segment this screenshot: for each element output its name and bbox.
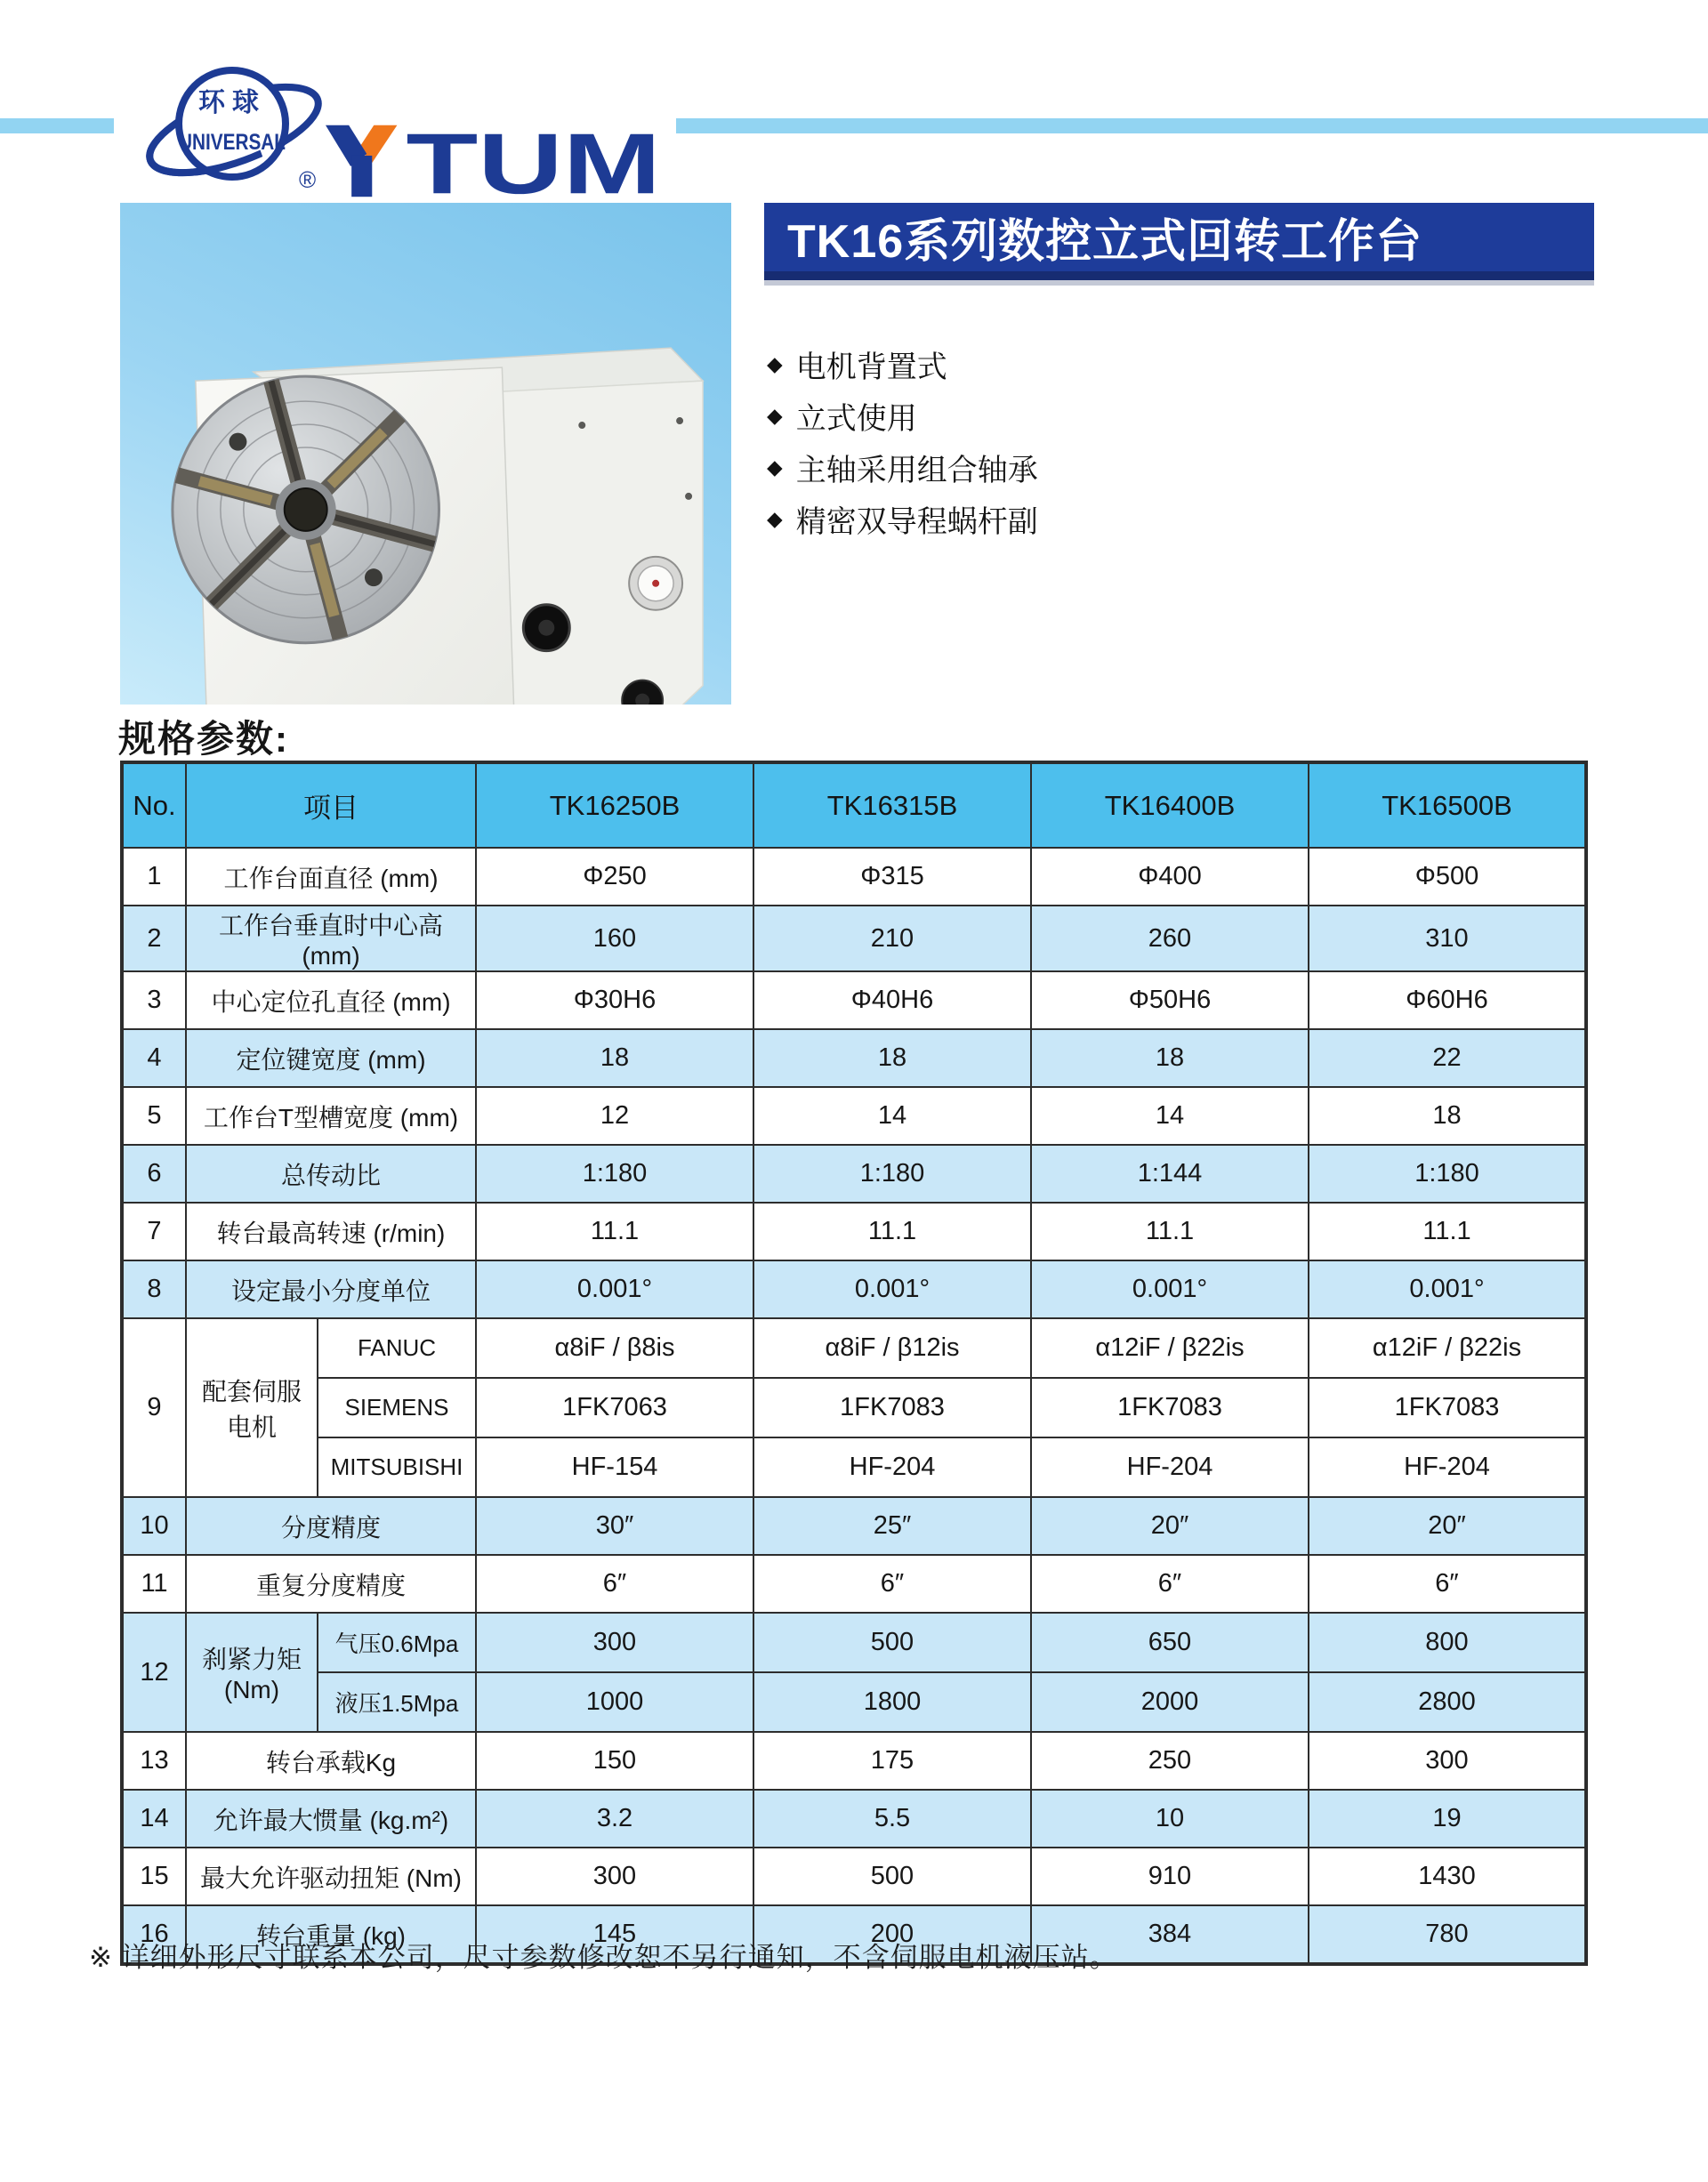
table-row bbox=[122, 1029, 1586, 1087]
row-number: 9 bbox=[122, 1318, 186, 1497]
spec-value-cell: 18 bbox=[1309, 1087, 1586, 1145]
row-number: 15 bbox=[122, 1848, 186, 1905]
spec-value-cell: 1430 bbox=[1309, 1848, 1586, 1905]
spec-table bbox=[120, 761, 1588, 1966]
header-cell-item: 项目 bbox=[186, 762, 476, 848]
header-cell-model-2: TK16315B bbox=[753, 762, 1031, 848]
spec-value-cell: Φ400 bbox=[1031, 848, 1309, 906]
spec-table-head bbox=[122, 762, 1586, 848]
row-item-label: 工作台T型槽宽度 (mm) bbox=[186, 1087, 476, 1145]
spec-value-cell: 11.1 bbox=[1031, 1203, 1309, 1260]
spec-value-cell: 1FK7083 bbox=[1031, 1378, 1309, 1437]
diamond-bullet-icon: ◆ bbox=[767, 403, 783, 427]
spec-value-cell: 25″ bbox=[753, 1497, 1031, 1555]
row-number: 10 bbox=[122, 1497, 186, 1555]
table-row bbox=[122, 1378, 1586, 1437]
spec-value-cell: α8iF / β8is bbox=[476, 1318, 753, 1378]
row-number: 5 bbox=[122, 1087, 186, 1145]
ytum-wordmark bbox=[326, 125, 665, 197]
spec-value-cell: Φ50H6 bbox=[1031, 971, 1309, 1029]
spec-value-cell: 500 bbox=[753, 1613, 1031, 1672]
spec-value-cell: 250 bbox=[1031, 1732, 1309, 1790]
table-row bbox=[122, 1790, 1586, 1848]
header-cell-model-3: TK16400B bbox=[1031, 762, 1309, 848]
spec-value-cell: 300 bbox=[1309, 1732, 1586, 1790]
row-item-label: 分度精度 bbox=[186, 1497, 476, 1555]
spec-value-cell: 1000 bbox=[476, 1672, 753, 1732]
table-row bbox=[122, 1260, 1586, 1318]
spec-value-cell: 18 bbox=[753, 1029, 1031, 1087]
spec-value-cell: 1:180 bbox=[1309, 1145, 1586, 1203]
row-number: 13 bbox=[122, 1732, 186, 1790]
feature-label: 精密双导程蜗杆副 bbox=[795, 504, 1038, 539]
spec-value-cell: 210 bbox=[753, 906, 1031, 971]
spec-value-cell: 145 bbox=[476, 1905, 753, 1964]
row-item-label: 最大允许驱动扭矩 (Nm) bbox=[186, 1848, 476, 1905]
spec-value-cell: 780 bbox=[1309, 1905, 1586, 1964]
row-number: 4 bbox=[122, 1029, 186, 1087]
row-sub-label: 液压1.5Mpa bbox=[318, 1672, 476, 1732]
spec-value-cell: HF-204 bbox=[753, 1437, 1031, 1497]
feature-item bbox=[767, 338, 1038, 390]
row-item-label: 允许最大惯量 (kg.m²) bbox=[186, 1790, 476, 1848]
spec-value-cell: 0.001° bbox=[753, 1260, 1031, 1318]
spec-value-cell: 160 bbox=[476, 906, 753, 971]
spec-value-cell: 20″ bbox=[1309, 1497, 1586, 1555]
spec-value-cell: 18 bbox=[476, 1029, 753, 1087]
product-photo bbox=[120, 203, 731, 705]
feature-label: 主轴采用组合轴承 bbox=[795, 453, 1038, 487]
spec-value-cell: 18 bbox=[1031, 1029, 1309, 1087]
series-title-bar bbox=[764, 203, 1594, 280]
row-item-label: 转台承载Kg bbox=[186, 1732, 476, 1790]
row-sub-label: FANUC bbox=[318, 1318, 476, 1378]
spec-value-cell: 910 bbox=[1031, 1848, 1309, 1905]
row-item-label: 工作台面直径 (mm) bbox=[186, 848, 476, 906]
spec-value-cell: α8iF / β12is bbox=[753, 1318, 1031, 1378]
table-row bbox=[122, 1555, 1586, 1613]
spec-table-body bbox=[122, 848, 1586, 1964]
spec-value-cell: 1FK7083 bbox=[1309, 1378, 1586, 1437]
spec-value-cell: 650 bbox=[1031, 1613, 1309, 1672]
row-item-label: 刹紧力矩 (Nm) bbox=[186, 1613, 318, 1732]
table-row bbox=[122, 1437, 1586, 1497]
series-title: TK16系列数控立式回转工作台 bbox=[787, 216, 1423, 268]
row-number: 14 bbox=[122, 1790, 186, 1848]
feature-label: 电机背置式 bbox=[795, 350, 947, 384]
spec-value-cell: α12iF / β22is bbox=[1309, 1318, 1586, 1378]
wordmark-tum-text: TUM bbox=[406, 125, 661, 197]
row-item-label: 配套伺服电机 bbox=[186, 1318, 318, 1497]
row-sub-label: SIEMENS bbox=[318, 1378, 476, 1437]
row-item-label: 设定最小分度单位 bbox=[186, 1260, 476, 1318]
spec-value-cell: 1800 bbox=[753, 1672, 1031, 1732]
diamond-bullet-icon: ◆ bbox=[767, 351, 783, 375]
spec-value-cell: 12 bbox=[476, 1087, 753, 1145]
feature-item bbox=[767, 493, 1038, 544]
table-row bbox=[122, 1497, 1586, 1555]
table-row bbox=[122, 1732, 1586, 1790]
logo-universal-text: UNIVERSAL bbox=[179, 130, 286, 155]
spec-value-cell: Φ40H6 bbox=[753, 971, 1031, 1029]
spec-value-cell: 1:180 bbox=[476, 1145, 753, 1203]
spec-value-cell: Φ500 bbox=[1309, 848, 1586, 906]
spec-value-cell: 200 bbox=[753, 1905, 1031, 1964]
spec-value-cell: 2000 bbox=[1031, 1672, 1309, 1732]
spec-value-cell: 1:180 bbox=[753, 1145, 1031, 1203]
registered-mark: ® bbox=[299, 166, 317, 193]
feature-list bbox=[767, 338, 1038, 544]
spec-value-cell: 6″ bbox=[476, 1555, 753, 1613]
rotary-table-illustration bbox=[120, 203, 731, 705]
spec-value-cell: 500 bbox=[753, 1848, 1031, 1905]
spec-value-cell: 14 bbox=[1031, 1087, 1309, 1145]
spec-value-cell: 3.2 bbox=[476, 1790, 753, 1848]
spec-value-cell: 0.001° bbox=[1031, 1260, 1309, 1318]
spec-value-cell: 0.001° bbox=[1309, 1260, 1586, 1318]
feature-item bbox=[767, 390, 1038, 441]
row-number: 1 bbox=[122, 848, 186, 906]
diamond-bullet-icon: ◆ bbox=[767, 455, 783, 479]
row-sub-label: MITSUBISHI bbox=[318, 1437, 476, 1497]
spec-value-cell: HF-154 bbox=[476, 1437, 753, 1497]
spec-value-cell: 1FK7083 bbox=[753, 1378, 1031, 1437]
diamond-bullet-icon: ◆ bbox=[767, 506, 783, 530]
table-row bbox=[122, 1145, 1586, 1203]
spec-value-cell: 384 bbox=[1031, 1905, 1309, 1964]
spec-value-cell: 300 bbox=[476, 1613, 753, 1672]
table-row bbox=[122, 1318, 1586, 1378]
spec-value-cell: Φ30H6 bbox=[476, 971, 753, 1029]
spec-value-cell: 1:144 bbox=[1031, 1145, 1309, 1203]
table-row bbox=[122, 971, 1586, 1029]
row-number: 2 bbox=[122, 906, 186, 971]
spec-value-cell: 260 bbox=[1031, 906, 1309, 971]
row-number: 3 bbox=[122, 971, 186, 1029]
spec-value-cell: Φ315 bbox=[753, 848, 1031, 906]
row-number: 11 bbox=[122, 1555, 186, 1613]
feature-label: 立式使用 bbox=[795, 401, 917, 436]
spec-value-cell: 175 bbox=[753, 1732, 1031, 1790]
row-item-label: 转台重量 (kg) bbox=[186, 1905, 476, 1964]
table-row bbox=[122, 1848, 1586, 1905]
spec-value-cell: 300 bbox=[476, 1848, 753, 1905]
row-item-label: 定位键宽度 (mm) bbox=[186, 1029, 476, 1087]
table-header-row bbox=[122, 762, 1586, 848]
spec-value-cell: 5.5 bbox=[753, 1790, 1031, 1848]
wordmark-y-stem-icon bbox=[351, 156, 372, 197]
header-cell-model-1: TK16250B bbox=[476, 762, 753, 848]
spec-value-cell: 150 bbox=[476, 1732, 753, 1790]
spec-value-cell: 14 bbox=[753, 1087, 1031, 1145]
header-accent-bar-right bbox=[676, 118, 1708, 133]
spec-value-cell: 6″ bbox=[753, 1555, 1031, 1613]
row-number: 8 bbox=[122, 1260, 186, 1318]
spec-value-cell: 22 bbox=[1309, 1029, 1586, 1087]
footnote: ※ 详细外形尺寸联系本公司，尺寸参数修改恕不另行通知，不含伺服电机液压站。 bbox=[89, 1942, 1118, 1973]
spec-value-cell: 30″ bbox=[476, 1497, 753, 1555]
header-cell-no: No. bbox=[122, 762, 186, 848]
spec-value-cell: 20″ bbox=[1031, 1497, 1309, 1555]
spec-value-cell: 310 bbox=[1309, 906, 1586, 971]
row-item-label: 重复分度精度 bbox=[186, 1555, 476, 1613]
spec-value-cell: 6″ bbox=[1031, 1555, 1309, 1613]
row-number: 12 bbox=[122, 1613, 186, 1732]
row-sub-label: 气压0.6Mpa bbox=[318, 1613, 476, 1672]
header-accent-bar-left bbox=[0, 118, 114, 133]
row-number: 7 bbox=[122, 1203, 186, 1260]
row-number: 6 bbox=[122, 1145, 186, 1203]
table-row bbox=[122, 1672, 1586, 1732]
spec-value-cell: 1FK7063 bbox=[476, 1378, 753, 1437]
row-item-label: 总传动比 bbox=[186, 1145, 476, 1203]
spec-value-cell: Φ60H6 bbox=[1309, 971, 1586, 1029]
table-row bbox=[122, 1087, 1586, 1145]
row-item-label: 工作台垂直时中心高 (mm) bbox=[186, 906, 476, 971]
table-row bbox=[122, 1203, 1586, 1260]
universal-globe-logo bbox=[141, 53, 332, 197]
header-cell-model-4: TK16500B bbox=[1309, 762, 1586, 848]
spec-value-cell: 0.001° bbox=[476, 1260, 753, 1318]
spec-value-cell: Φ250 bbox=[476, 848, 753, 906]
spec-value-cell: 11.1 bbox=[753, 1203, 1031, 1260]
table-row bbox=[122, 906, 1586, 971]
row-number: 16 bbox=[122, 1905, 186, 1964]
spec-value-cell: 11.1 bbox=[476, 1203, 753, 1260]
spec-value-cell: HF-204 bbox=[1031, 1437, 1309, 1497]
spec-value-cell: 800 bbox=[1309, 1613, 1586, 1672]
table-row bbox=[122, 1613, 1586, 1672]
spec-value-cell: α12iF / β22is bbox=[1031, 1318, 1309, 1378]
feature-item bbox=[767, 441, 1038, 493]
spec-value-cell: 2800 bbox=[1309, 1672, 1586, 1732]
spec-value-cell: 10 bbox=[1031, 1790, 1309, 1848]
spec-value-cell: HF-204 bbox=[1309, 1437, 1586, 1497]
spec-section-heading: 规格参数: bbox=[118, 718, 289, 760]
spec-value-cell: 19 bbox=[1309, 1790, 1586, 1848]
spec-value-cell: 11.1 bbox=[1309, 1203, 1586, 1260]
logo-chinese-text: 环球 bbox=[198, 88, 266, 117]
spec-value-cell: 6″ bbox=[1309, 1555, 1586, 1613]
table-row bbox=[122, 848, 1586, 906]
row-item-label: 中心定位孔直径 (mm) bbox=[186, 971, 476, 1029]
row-item-label: 转台最高转速 (r/min) bbox=[186, 1203, 476, 1260]
